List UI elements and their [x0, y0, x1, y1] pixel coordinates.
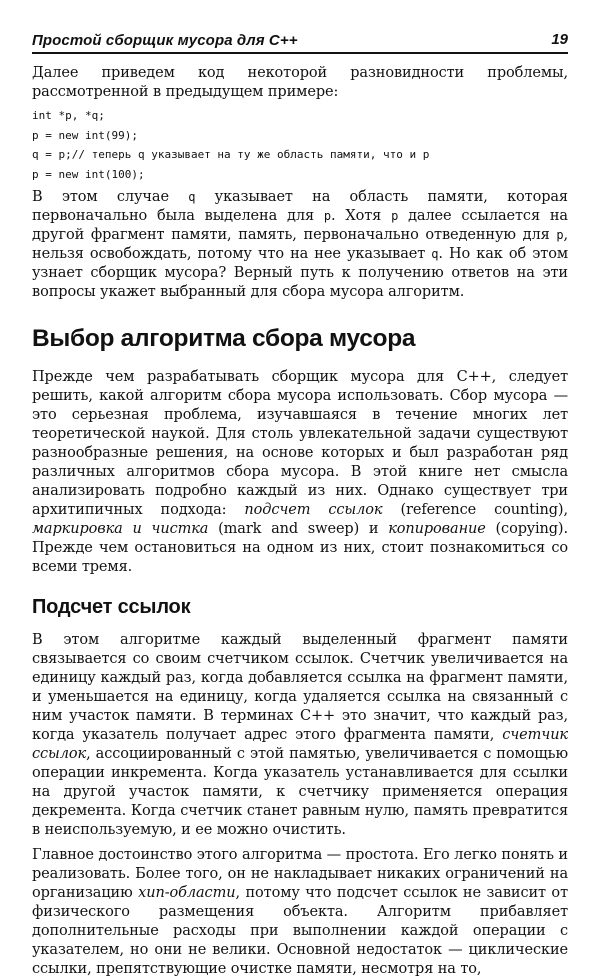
- reference-counting-paragraph-1: [32, 631, 568, 840]
- term-heap-area: хип-области: [138, 885, 236, 901]
- code-listing: [32, 106, 568, 184]
- explanation-paragraph: [32, 188, 568, 302]
- text-run: В этом алгоритме каждый выделенный фрагмент памяти связывается со своим счетчиком ссылок. Счетчик увеличивается на единицу каждый раз, когда добавляется ссылка на фрагмент памяти, и уменьшается на единицу, когда удаляется ссылка на связанный с ним участок памяти. В терминах С++ это значит, что каждый раз, когда указатель получает адрес этого фрагмента памяти,: [32, 632, 568, 743]
- running-title: Простой сборщик мусора для С++: [32, 32, 298, 49]
- algorithm-choice-paragraph: [32, 368, 568, 577]
- code-line: int *p, *q;: [32, 109, 105, 122]
- page-number: 19: [551, 31, 568, 48]
- text-run: , нельзя освобождать, потому что на нее указывает: [32, 227, 568, 262]
- text-run: . Хотя: [331, 208, 392, 224]
- text-run: , потому что подсчет ссылок не зависит от физического размещения объекта. Алгоритм прибавляет дополнительные расходы при выполнении каждой операции с указателем, но они не велики. Основной недостаток — циклические ссылки, препятствующие очистке памяти, несмотря на то,: [32, 885, 568, 977]
- term-reference-counting: подсчет ссылок: [244, 502, 383, 518]
- text-run: . Но как об этом узнает сборщик мусора? Верный путь к получению ответов на эти вопросы укажет выбранный для сбора мусора алгоритм.: [32, 246, 569, 300]
- text-run: (reference counting),: [382, 502, 568, 518]
- code-identifier: p: [556, 228, 564, 242]
- reference-counting-paragraph-2: [32, 846, 568, 979]
- term-mark-and-sweep: маркировка и чистка: [32, 521, 209, 537]
- text-run: В этом случае: [32, 189, 189, 205]
- text-run: , ассоциированный с этой памятью, увеличивается с помощью операции инкремента. Когда указатель устанавливается для ссылки на другой участок памяти, к счетчику применяется операция декремента. Когда счетчик станет равным нулю, память превратится в неиспользуемую, и ее можно очистить.: [32, 746, 568, 838]
- running-header: [32, 30, 568, 54]
- section-heading-algorithm-choice: Выбор алгоритма сбора мусора: [32, 325, 416, 352]
- page-content: [32, 64, 568, 979]
- text-run: (mark and sweep) и: [208, 521, 389, 537]
- text-run: Прежде чем разрабатывать сборщик мусора для С++, следует решить, какой алгоритм сбора мусора использовать. Сбор мусора — это серьезная проблема, изучавшаяся в течение многих лет теоретической наукой. Для столь увлекательной задачи существуют разнообразные решения, на основе которых и был разработан ряд различных алгоритмов сбора мусора. В этой книге нет смысла анализировать подробно каждый из них. Однако существует три архитипичных подхода:: [32, 369, 568, 518]
- term-copying: копирование: [388, 521, 486, 537]
- code-line: p = new int(100);: [32, 167, 145, 181]
- text-run: указывает на область памяти, которая первоначально была выделена для: [32, 189, 568, 224]
- code-identifier: q: [431, 247, 439, 261]
- text-run: далее ссылается на другой фрагмент памяти, память, первоначально отведенную для: [32, 208, 568, 243]
- text-run: (copying). Прежде чем остановиться на одном из них, стоит познакомиться со всеми тремя.: [32, 521, 568, 575]
- intro-paragraph: Далее приведем код некоторой разновидности проблемы, рассмотренной в предыдущем примере:: [32, 65, 568, 100]
- code-line: p = new int(99);: [32, 128, 138, 142]
- code-line: q = p;// теперь q указывает на ту же область памяти, что и p: [32, 148, 430, 161]
- section-heading-reference-counting: Подсчет ссылок: [32, 596, 191, 618]
- code-identifier: p: [323, 209, 331, 223]
- text-run: Главное достоинство этого алгоритма — простота. Его легко понять и реализовать. Более того, он не накладывает никаких ограничений на организацию: [32, 847, 568, 901]
- code-identifier: p: [391, 209, 399, 223]
- code-identifier: q: [188, 190, 196, 204]
- term-reference-counter: счетчик ссылок: [32, 727, 568, 762]
